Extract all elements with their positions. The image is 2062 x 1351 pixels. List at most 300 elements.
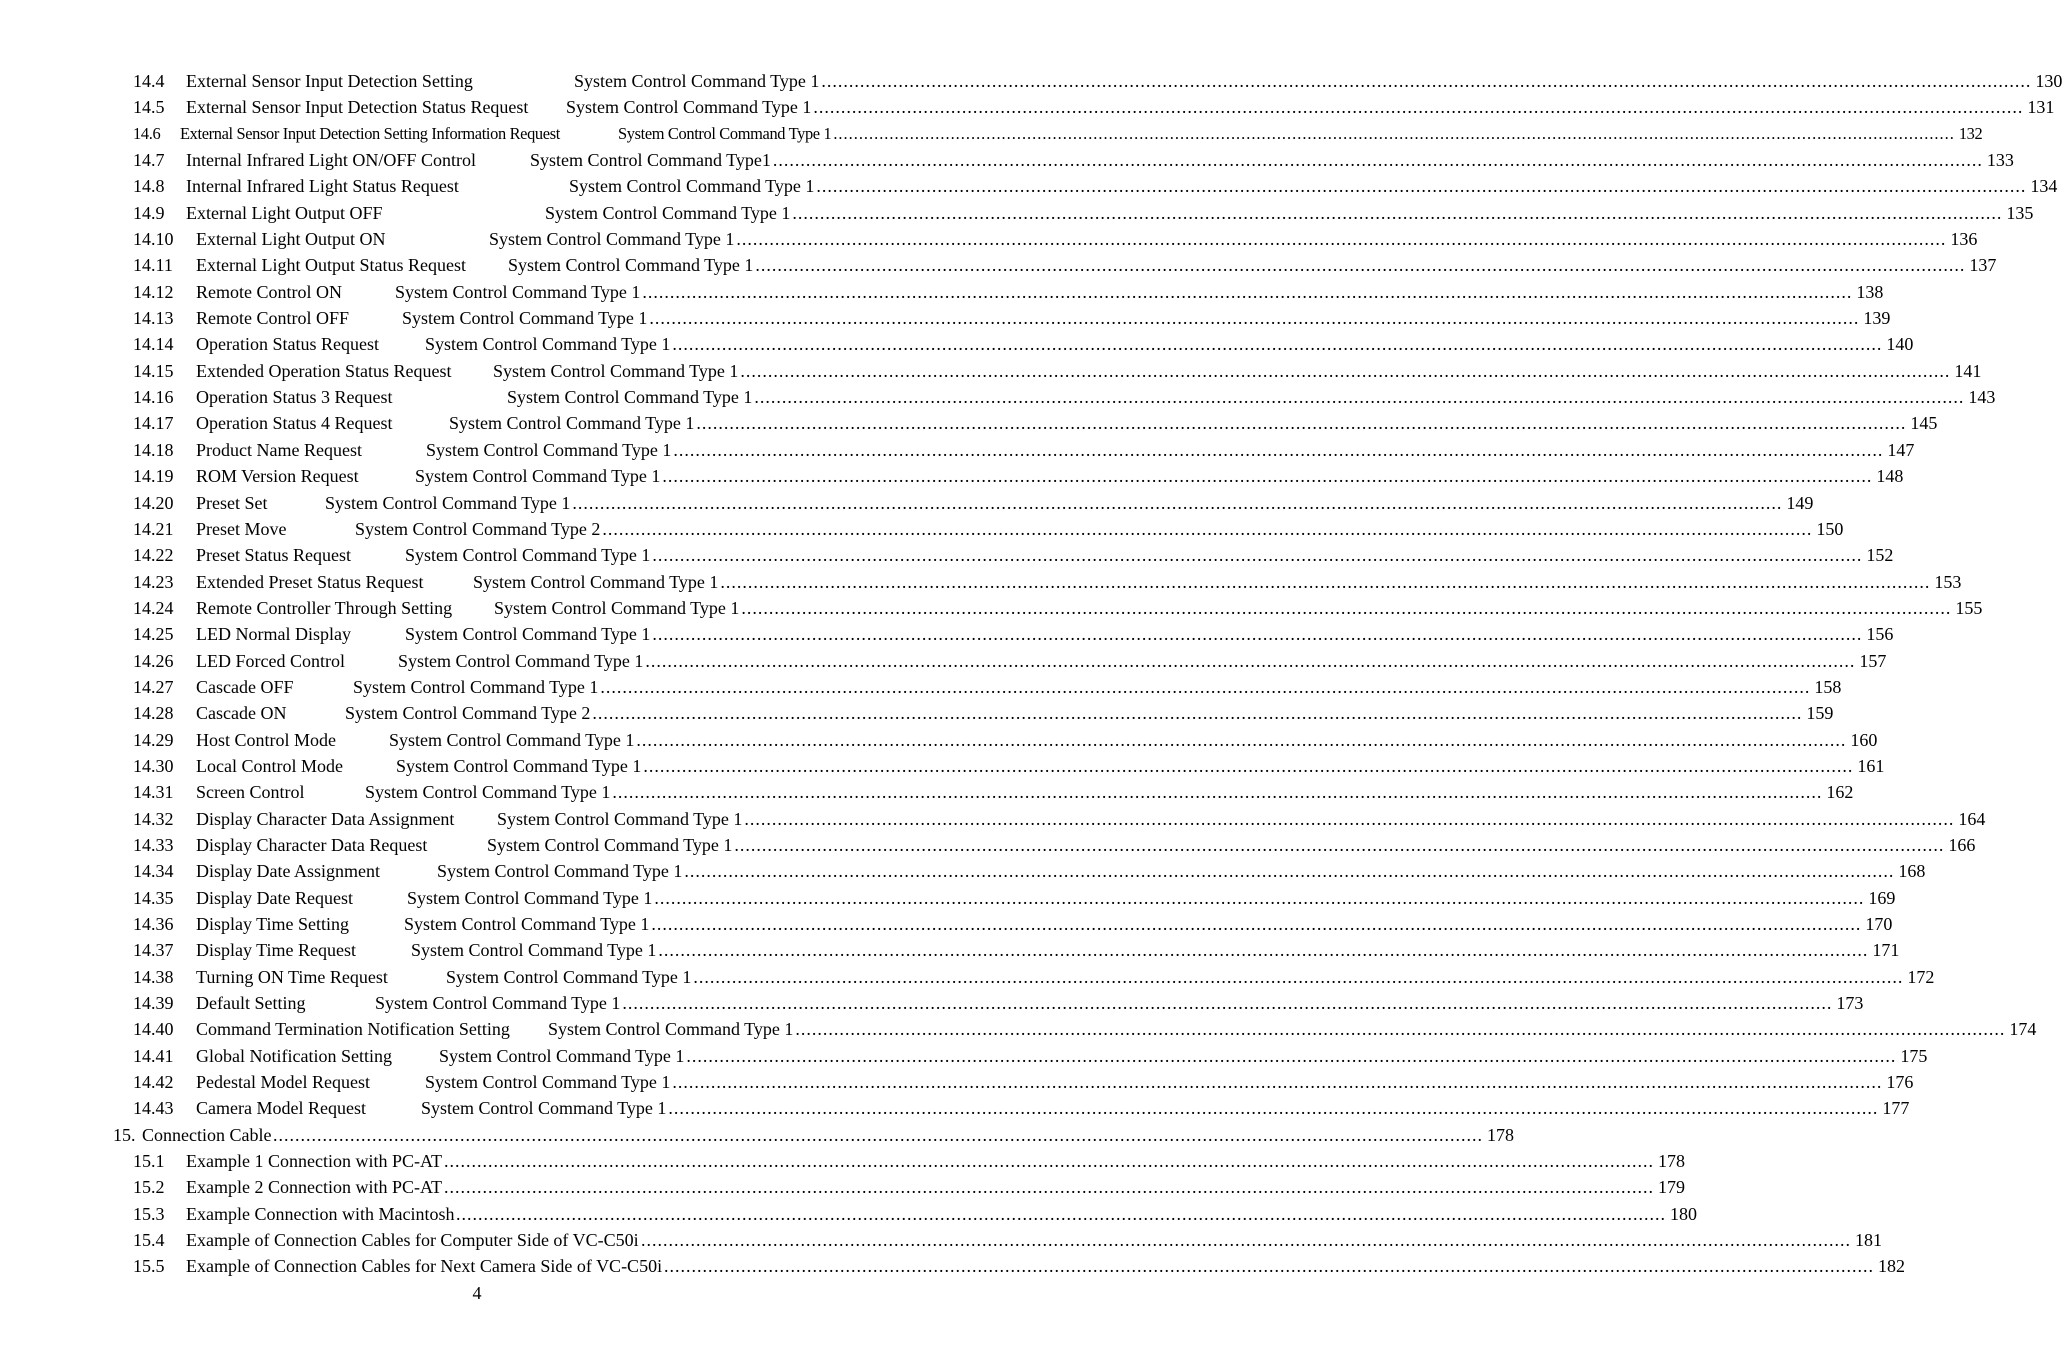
toc-page-number: 150 (1812, 516, 1843, 542)
toc-entry-number: 15.2 (133, 1177, 165, 1198)
toc-entry[interactable] (0, 779, 1854, 805)
toc-entry-tail (402, 305, 1891, 331)
toc-entry[interactable] (0, 832, 1976, 858)
toc-entry-title: Internal Infrared Light Status Request (186, 176, 459, 197)
dot-leader: ............................................................................................................................................................................................................................ (795, 1019, 2006, 1040)
dot-leader: ............................................................................................................................................................................................................................ (456, 1203, 1666, 1224)
toc-entry-tail (389, 727, 1878, 753)
toc-page-number: 164 (1954, 806, 1985, 832)
command-type-label: System Control Command Type 1 (566, 94, 813, 120)
toc-entry-tail (446, 964, 1935, 990)
toc-entry-number: 14.6 (133, 123, 161, 143)
dot-leader: ............................................................................................................................................................................................................................ (740, 360, 1951, 381)
toc-entry-number: 14.42 (133, 1072, 174, 1093)
toc-entry-number: 14.18 (133, 439, 174, 460)
toc-entry-number: 14.8 (133, 176, 165, 197)
command-type-label: System Control Command Type 2 (355, 516, 602, 542)
dot-leader: ............................................................................................................................................................................................................................ (642, 281, 1853, 302)
toc-entry-title: Remote Controller Through Setting (196, 597, 453, 618)
toc-entry-title: Product Name Request (196, 439, 362, 460)
toc-entry[interactable] (0, 964, 1935, 990)
toc-page-number: 143 (1964, 384, 1995, 410)
command-type-label: System Control Command Type 1 (396, 753, 643, 779)
toc-entry-tail (473, 569, 1962, 595)
dot-leader: ............................................................................................................................................................................................................................ (696, 413, 1907, 434)
toc-page-number: 180 (1666, 1201, 1697, 1227)
toc-entry[interactable] (0, 1148, 1685, 1174)
toc-entry-number: 14.20 (133, 492, 174, 513)
toc-entry-tail (618, 121, 1983, 147)
toc-page-number: 148 (1872, 463, 1903, 489)
toc-page-number: 176 (1882, 1069, 1913, 1095)
toc-entry-number: 14.14 (133, 334, 174, 355)
dot-leader: ............................................................................................................................................................................................................................ (444, 1177, 1654, 1198)
toc-entry-number: 14.24 (133, 597, 174, 618)
toc-page-number: 181 (1851, 1227, 1882, 1253)
toc-page-number: 169 (1864, 885, 1895, 911)
dot-leader: ............................................................................................................................................................................................................................ (645, 650, 1856, 671)
toc-entry[interactable] (0, 1095, 1910, 1121)
toc-entry-tail (404, 911, 1893, 937)
toc-entry-title: External Light Output Status Request (196, 255, 466, 276)
toc-entry-title: External Light Output ON (196, 229, 386, 250)
dot-leader: ............................................................................................................................................................................................................................ (652, 624, 1863, 645)
toc-entry[interactable] (0, 753, 1885, 779)
dot-leader: ............................................................................................................................................................................................................................ (741, 597, 1952, 618)
toc-page-number: 140 (1882, 331, 1913, 357)
dot-leader: ............................................................................................................................................................................................................................ (755, 255, 1966, 276)
toc-entry-title: Remote Control ON (196, 281, 342, 302)
toc-entry-title: External Sensor Input Detection Setting Information Request (180, 123, 560, 143)
toc-entry[interactable] (0, 621, 1894, 647)
toc-entry-title: LED Forced Control (196, 650, 345, 671)
toc-entry-tail (545, 200, 2034, 226)
dot-leader: ............................................................................................................................................................................................................................ (664, 1256, 1874, 1277)
toc-entry-title: Command Termination Notification Setting (196, 1019, 510, 1040)
toc-page-number: 145 (1906, 410, 1937, 436)
command-type-label: System Control Command Type 1 (508, 252, 755, 278)
toc-entry-tail (497, 806, 1986, 832)
toc-page-number: 155 (1951, 595, 1982, 621)
toc-entry-tail (426, 437, 1915, 463)
dot-leader: ............................................................................................................................................................................................................................ (754, 387, 1965, 408)
toc-entry[interactable] (0, 1069, 1914, 1095)
toc-entry[interactable] (0, 806, 1986, 832)
toc-entry-title: External Sensor Input Detection Status Request (186, 97, 529, 118)
toc-entry[interactable] (0, 885, 1896, 911)
toc-page-number: 168 (1894, 858, 1925, 884)
toc-entry-number: 14.11 (133, 255, 173, 276)
toc-entry-tail (425, 1069, 1914, 1095)
toc-entry-tail (530, 147, 2014, 173)
page-number: 4 (472, 1283, 482, 1303)
toc-entry-title: LED Normal Display (196, 624, 351, 645)
command-type-label: System Control Command Type 1 (569, 173, 816, 199)
dot-leader: ............................................................................................................................................................................................................................ (673, 439, 1884, 460)
toc-entry-tail (449, 410, 1938, 436)
toc-entry-tail (407, 885, 1896, 911)
toc-entry-number: 14.21 (133, 518, 174, 539)
toc-entry-title: Preset Status Request (196, 545, 351, 566)
toc-entry-number: 14.34 (133, 861, 174, 882)
toc-entry[interactable] (0, 463, 1904, 489)
toc-page-number: 153 (1930, 569, 1961, 595)
toc-page-number: 161 (1853, 753, 1884, 779)
command-type-label: System Control Command Type 1 (398, 648, 645, 674)
dot-leader: ............................................................................................................................................................................................................................ (821, 71, 2032, 91)
toc-entry-title: Operation Status Request (196, 334, 379, 355)
toc-page-number: 139 (1859, 305, 1890, 331)
command-type-label: System Control Command Type 1 (493, 358, 740, 384)
toc-entry-title: Connection Cable (142, 1124, 272, 1145)
toc-entry-number: 14.31 (133, 782, 174, 803)
toc-entry[interactable] (0, 200, 2034, 226)
toc-entry-title: External Light Output OFF (186, 202, 383, 223)
command-type-label: System Control Command Type 1 (325, 490, 572, 516)
toc-page-number: 159 (1802, 700, 1833, 726)
dot-leader: ............................................................................................................................................................................................................................ (444, 1151, 1654, 1172)
toc-entry[interactable] (0, 1201, 1697, 1227)
toc-entry-tail (325, 490, 1814, 516)
dot-leader: ............................................................................................................................................................................................................................ (273, 1124, 1483, 1145)
toc-entry-tail (548, 1016, 2037, 1042)
dot-leader: ............................................................................................................................................................................................................................ (636, 729, 1847, 750)
toc-entry-number: 15. (113, 1124, 136, 1145)
dot-leader: ............................................................................................................................................................................................................................ (649, 308, 1860, 329)
toc-entry-title: Pedestal Model Request (196, 1072, 370, 1093)
toc-entry[interactable] (0, 68, 2062, 94)
toc-entry-number: 14.43 (133, 1098, 174, 1119)
toc-entry-number: 15.5 (133, 1256, 165, 1277)
toc-entry-number: 14.23 (133, 571, 174, 592)
command-type-label: System Control Command Type 1 (425, 1069, 672, 1095)
command-type-label: System Control Command Type 1 (497, 806, 744, 832)
toc-entry-title: Camera Model Request (196, 1098, 366, 1119)
dot-leader: ............................................................................................................................................................................................................................ (736, 229, 1947, 250)
toc-entry[interactable] (0, 911, 1893, 937)
toc-entry[interactable] (0, 94, 2055, 120)
toc-entry[interactable] (0, 121, 1983, 147)
dot-leader: ............................................................................................................................................................................................................................ (662, 466, 1873, 487)
toc-entry[interactable] (0, 648, 1887, 674)
toc-entry-title: ROM Version Request (196, 466, 359, 487)
toc-entry-tail (398, 648, 1887, 674)
toc-entry-number: 14.15 (133, 360, 174, 381)
toc-page-number: 179 (1654, 1174, 1685, 1200)
toc-entry-tail (375, 990, 1864, 1016)
dot-leader: ............................................................................................................................................................................................................................ (734, 834, 1945, 855)
toc-page-number: 158 (1810, 674, 1841, 700)
toc-entry-number: 14.16 (133, 387, 174, 408)
toc-entry-number: 15.1 (133, 1151, 165, 1172)
toc-entry-tail (494, 595, 1983, 621)
toc-entry-number: 14.22 (133, 545, 174, 566)
toc-entry-tail (507, 384, 1996, 410)
toc-page-number: 157 (1855, 648, 1886, 674)
toc-page-number: 147 (1883, 437, 1914, 463)
toc-entry-title: Display Character Data Request (196, 834, 428, 855)
dot-leader: ............................................................................................................................................................................................................................ (744, 808, 1955, 829)
toc-entry-number: 14.35 (133, 887, 174, 908)
toc-entry[interactable] (0, 1016, 2037, 1042)
toc-page-number: 136 (1946, 226, 1977, 252)
toc-entry-tail (353, 674, 1842, 700)
toc-entry[interactable] (0, 1253, 1905, 1279)
dot-leader: ............................................................................................................................................................................................................................ (792, 202, 2003, 223)
toc-entry-number: 14.17 (133, 413, 174, 434)
toc-entry-title: Extended Operation Status Request (196, 360, 452, 381)
command-type-label: System Control Command Type1 (530, 147, 773, 173)
toc-entry-title: Cascade OFF (196, 676, 294, 697)
toc-entry-tail (508, 252, 1997, 278)
toc-entry[interactable] (0, 331, 1914, 357)
toc-entry-number: 14.37 (133, 940, 174, 961)
toc-entry-title: Local Control Mode (196, 755, 343, 776)
toc-page-number: 178 (1654, 1148, 1685, 1174)
toc-entry[interactable] (0, 674, 1842, 700)
command-type-label: System Control Command Type 1 (402, 305, 649, 331)
toc-entry-title: Turning ON Time Request (196, 966, 388, 987)
command-type-label: System Control Command Type 1 (426, 437, 673, 463)
command-type-label: System Control Command Type 1 (411, 937, 658, 963)
dot-leader: ............................................................................................................................................................................................................................ (813, 97, 2024, 118)
toc-entry[interactable] (0, 569, 1962, 595)
toc-page-number: 170 (1861, 911, 1892, 937)
toc-entry-title: Display Date Request (196, 887, 353, 908)
toc-entry-tail (355, 516, 1844, 542)
dot-leader: ............................................................................................................................................................................................................................ (686, 1045, 1897, 1066)
toc-page-number: 178 (1483, 1122, 1514, 1148)
toc-entry-title: External Sensor Input Detection Setting (186, 71, 473, 91)
toc-entry[interactable] (0, 1227, 1882, 1253)
command-type-label: System Control Command Type 1 (437, 858, 684, 884)
toc-page-number: 162 (1822, 779, 1853, 805)
toc-entry-number: 14.33 (133, 834, 174, 855)
command-type-label: System Control Command Type 1 (415, 463, 662, 489)
toc-entry-title: Global Notification Setting (196, 1045, 392, 1066)
toc-entry-tail (365, 779, 1854, 805)
dot-leader: ............................................................................................................................................................................................................................ (672, 1072, 1883, 1093)
toc-entry-title: Remote Control OFF (196, 308, 350, 329)
command-type-label: System Control Command Type 1 (473, 569, 720, 595)
toc-entry-tail (444, 1174, 1685, 1200)
command-type-label: System Control Command Type 1 (446, 964, 693, 990)
toc-entry[interactable] (0, 252, 1997, 278)
toc-entry-tail (273, 1122, 1514, 1148)
toc-entry-tail (444, 1148, 1685, 1174)
toc-entry-number: 14.27 (133, 676, 174, 697)
toc-entry-number: 14.29 (133, 729, 174, 750)
toc-entry-number: 14.13 (133, 308, 174, 329)
toc-entry[interactable] (0, 147, 2014, 173)
toc-entry[interactable] (0, 937, 1900, 963)
dot-leader: ............................................................................................................................................................................................................................ (572, 492, 1783, 513)
toc-page-number: 132 (1955, 121, 1983, 147)
dot-leader: ............................................................................................................................................................................................................................ (816, 176, 2027, 197)
toc-entry-title: Cascade ON (196, 703, 287, 724)
toc-entry-title: Screen Control (196, 782, 305, 803)
toc-entry[interactable] (0, 1043, 1928, 1069)
toc-entry-tail (396, 753, 1885, 779)
toc-entry-tail (487, 832, 1976, 858)
toc-entry[interactable] (0, 858, 1926, 884)
command-type-label: System Control Command Type 1 (449, 410, 696, 436)
toc-page-number: 171 (1868, 937, 1899, 963)
toc-entry-tail (437, 858, 1926, 884)
dot-leader: ............................................................................................................................................................................................................................ (833, 123, 1955, 143)
toc-page-number: 152 (1862, 542, 1893, 568)
toc-entry[interactable] (0, 226, 1978, 252)
toc-entry-number: 14.10 (133, 229, 174, 250)
toc-entry-number: 14.26 (133, 650, 174, 671)
dot-leader: ............................................................................................................................................................................................................................ (720, 571, 1931, 592)
toc-entry-title: Extended Preset Status Request (196, 571, 424, 592)
toc-entry-title: Display Time Request (196, 940, 357, 961)
toc-entry-number: 14.9 (133, 202, 165, 223)
toc-entry-tail (405, 621, 1894, 647)
dot-leader: ............................................................................................................................................................................................................................ (592, 703, 1803, 724)
toc-entry-number: 14.41 (133, 1045, 174, 1066)
toc-section-heading[interactable] (0, 1122, 1514, 1148)
command-type-label: System Control Command Type 1 (618, 121, 833, 147)
toc-entry[interactable] (0, 727, 1878, 753)
toc-entry-tail (345, 700, 1834, 726)
command-type-label: System Control Command Type 1 (353, 674, 600, 700)
toc-entry-number: 14.36 (133, 914, 174, 934)
toc-entry[interactable] (0, 1174, 1685, 1200)
command-type-label: System Control Command Type 2 (345, 700, 592, 726)
toc-entry-tail (641, 1227, 1882, 1253)
dot-leader: ............................................................................................................................................................................................................................ (672, 334, 1883, 355)
toc-entry-title: Operation Status 4 Request (196, 413, 393, 434)
command-type-label: System Control Command Type 1 (421, 1095, 668, 1121)
command-type-label: System Control Command Type 1 (365, 779, 612, 805)
toc-entry-tail (415, 463, 1904, 489)
toc-page-number: 166 (1944, 832, 1975, 858)
toc-entry-title: Internal Infrared Light ON/OFF Control (186, 150, 476, 171)
toc-entry-number: 14.4 (133, 71, 165, 91)
toc-page-number: 173 (1832, 990, 1863, 1016)
toc-entry-tail (574, 68, 2062, 94)
toc-page-number: 138 (1852, 279, 1883, 305)
command-type-label: System Control Command Type 1 (487, 832, 734, 858)
toc-page-number: 174 (2005, 1016, 2036, 1042)
toc-entry-number: 14.12 (133, 281, 174, 302)
toc-page-number: 131 (2023, 94, 2054, 120)
command-type-label: System Control Command Type 1 (507, 384, 754, 410)
toc-page-number: 149 (1782, 490, 1813, 516)
toc-entry-title: Example 2 Connection with PC-AT (186, 1177, 442, 1198)
toc-entry-tail (439, 1043, 1928, 1069)
toc-entry-title: Default Setting (196, 993, 306, 1014)
toc-entry-number: 14.5 (133, 97, 165, 118)
dot-leader: ............................................................................................................................................................................................................................ (643, 755, 1854, 776)
toc-page-number: 133 (1983, 147, 2014, 173)
command-type-label: System Control Command Type 1 (395, 279, 642, 305)
toc-entry[interactable] (0, 305, 1891, 331)
toc-page-number: 134 (2026, 173, 2057, 199)
toc-entry-title: Preset Set (196, 492, 268, 513)
command-type-label: System Control Command Type 1 (489, 226, 736, 252)
toc-entry-title: Host Control Mode (196, 729, 337, 750)
table-of-contents (0, 68, 2062, 1280)
toc-entry-tail (569, 173, 2058, 199)
toc-page-number: 177 (1878, 1095, 1909, 1121)
toc-entry-title: Example of Connection Cables for Computer Side of VC-C50i (186, 1230, 639, 1251)
dot-leader: ............................................................................................................................................................................................................................ (654, 887, 1865, 908)
toc-entry-tail (411, 937, 1900, 963)
dot-leader: ............................................................................................................................................................................................................................ (612, 782, 1823, 803)
toc-entry[interactable] (0, 542, 1894, 568)
toc-entry-tail (493, 358, 1982, 384)
toc-entry-number: 14.19 (133, 466, 174, 487)
toc-entry-number: 14.32 (133, 808, 174, 829)
toc-entry-number: 14.39 (133, 993, 174, 1014)
toc-entry-tail (405, 542, 1894, 568)
toc-entry-number: 14.40 (133, 1019, 174, 1040)
toc-page-number: 172 (1903, 964, 1934, 990)
toc-entry-tail (489, 226, 1978, 252)
command-type-label: System Control Command Type 1 (574, 68, 821, 94)
toc-entry-number: 15.3 (133, 1203, 165, 1224)
toc-entry-number: 14.7 (133, 150, 165, 171)
toc-entry-title: Display Time Setting (196, 914, 350, 934)
toc-entry-number: 14.30 (133, 755, 174, 776)
toc-page-number: 175 (1896, 1043, 1927, 1069)
toc-entry-tail (421, 1095, 1910, 1121)
command-type-label: System Control Command Type 1 (405, 542, 652, 568)
toc-entry-tail (425, 331, 1914, 357)
toc-entry[interactable] (0, 700, 1834, 726)
dot-leader: ............................................................................................................................................................................................................................ (668, 1098, 1879, 1119)
toc-entry[interactable] (0, 490, 1814, 516)
toc-entry[interactable] (0, 516, 1844, 542)
toc-entry-title: Display Character Data Assignment (196, 808, 455, 829)
command-type-label: System Control Command Type 1 (405, 621, 652, 647)
toc-entry[interactable] (0, 990, 1864, 1016)
dot-leader: ............................................................................................................................................................................................................................ (693, 966, 1904, 987)
command-type-label: System Control Command Type 1 (404, 911, 651, 937)
toc-page-number: 141 (1950, 358, 1981, 384)
toc-entry-tail (456, 1201, 1697, 1227)
toc-entry[interactable] (0, 358, 1982, 384)
dot-leader: ............................................................................................................................................................................................................................ (602, 518, 1813, 539)
toc-entry[interactable] (0, 410, 1938, 436)
toc-entry-title: Display Date Assignment (196, 861, 380, 882)
toc-entry-number: 15.4 (133, 1230, 165, 1251)
dot-leader: ............................................................................................................................................................................................................................ (772, 150, 1983, 171)
toc-entry[interactable] (0, 173, 2058, 199)
toc-entry-number: 14.25 (133, 624, 174, 645)
dot-leader: ............................................................................................................................................................................................................................ (658, 940, 1869, 961)
command-type-label: System Control Command Type 1 (375, 990, 622, 1016)
dot-leader: ............................................................................................................................................................................................................................ (652, 545, 1863, 566)
dot-leader: ............................................................................................................................................................................................................................ (600, 676, 1811, 697)
toc-entry[interactable] (0, 279, 1884, 305)
toc-entry-number: 14.28 (133, 703, 174, 724)
toc-entry-tail (566, 94, 2055, 120)
toc-entry-number: 14.38 (133, 966, 174, 987)
command-type-label: System Control Command Type 1 (545, 200, 792, 226)
toc-entry[interactable] (0, 595, 1983, 621)
command-type-label: System Control Command Type 1 (425, 331, 672, 357)
dot-leader: ............................................................................................................................................................................................................................ (622, 993, 1833, 1014)
toc-entry[interactable] (0, 384, 1996, 410)
dot-leader: ............................................................................................................................................................................................................................ (641, 1230, 1851, 1251)
toc-entry[interactable] (0, 437, 1915, 463)
command-type-label: System Control Command Type 1 (494, 595, 741, 621)
command-type-label: System Control Command Type 1 (389, 727, 636, 753)
